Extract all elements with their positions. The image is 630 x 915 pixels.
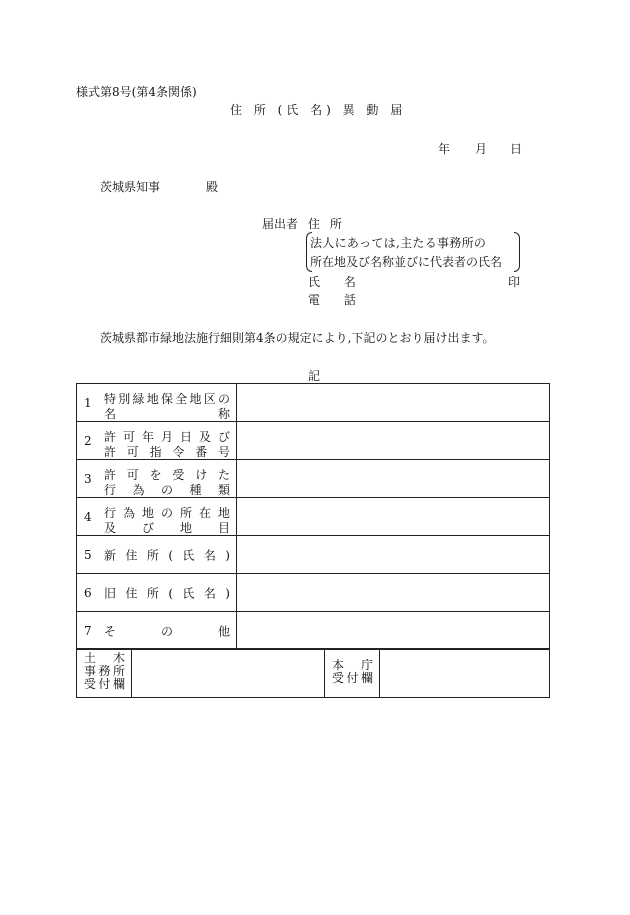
site-location-field[interactable] xyxy=(237,498,550,536)
office-reception-line3: 受付欄 xyxy=(84,677,125,691)
permit-date-number-field[interactable] xyxy=(237,422,550,460)
row-label: 新住所(氏名) xyxy=(104,548,230,562)
detail-table xyxy=(76,383,550,650)
row-number: 7 xyxy=(84,623,92,638)
ki-heading: 記 xyxy=(308,369,321,383)
table-row xyxy=(77,574,550,612)
table-row xyxy=(77,422,550,460)
row-label-line1: 特別緑地保全地区の xyxy=(104,392,230,406)
corporate-note-bracket xyxy=(306,232,520,272)
table-row xyxy=(77,460,550,498)
date-month: 月 xyxy=(475,142,488,156)
row-label-line2: 名称 xyxy=(104,407,230,421)
row-number: 3 xyxy=(84,471,92,486)
row-label-line1: 行為地の所在地 xyxy=(104,506,230,520)
table-row xyxy=(77,612,550,650)
row-number: 5 xyxy=(84,547,92,562)
row-number: 1 xyxy=(84,395,92,410)
row-label: その他 xyxy=(104,624,230,638)
row-number: 4 xyxy=(84,509,92,524)
seal-mark: 印 xyxy=(508,275,521,289)
old-address-field[interactable] xyxy=(237,574,550,612)
corporate-note-line2: 所在地及び名称並びに代表者の氏名 xyxy=(310,255,503,269)
row-label-line1: 許可を受けた xyxy=(104,468,230,482)
row-number: 2 xyxy=(84,433,92,448)
notifier-address-label: 住 所 xyxy=(308,217,345,231)
addressee-name: 茨城県知事 xyxy=(100,180,161,194)
office-reception-label xyxy=(77,649,131,691)
row-label-line2: 許可指令番号 xyxy=(104,445,230,459)
row-label-line2: 行為の種類 xyxy=(104,483,230,497)
hq-reception-field[interactable] xyxy=(380,649,550,698)
date-year: 年 xyxy=(438,142,451,156)
hq-reception-line2: 受付欄 xyxy=(332,671,373,685)
corporate-note-line1: 法人にあっては,主たる事務所の xyxy=(310,236,487,250)
row-label-line1: 許可年月日及び xyxy=(104,430,230,444)
form-title: 住 所 (氏 名) 異 動 届 xyxy=(230,103,407,117)
green-zone-name-field[interactable] xyxy=(237,384,550,422)
table-row xyxy=(77,536,550,574)
hq-reception-line1: 本庁 xyxy=(332,658,373,672)
other-field[interactable] xyxy=(237,612,550,650)
office-reception-field[interactable] xyxy=(132,649,325,698)
statement-text: 茨城県都市緑地法施行細則第4条の規定により,下記のとおり届け出ます。 xyxy=(100,331,495,345)
table-row xyxy=(77,498,550,536)
table-row xyxy=(77,384,550,422)
notifier-label: 届出者 xyxy=(262,217,299,231)
notifier-name-label: 氏 名 xyxy=(308,275,366,289)
office-reception-line1: 土木 xyxy=(84,651,125,665)
row-number: 6 xyxy=(84,585,92,600)
new-address-field[interactable] xyxy=(237,536,550,574)
form-number: 様式第8号(第4条関係) xyxy=(76,85,197,99)
permitted-act-type-field[interactable] xyxy=(237,460,550,498)
notifier-phone-label: 電 話 xyxy=(308,293,366,307)
addressee-honorific: 殿 xyxy=(206,180,219,194)
hq-reception-label xyxy=(325,649,379,685)
reception-table xyxy=(76,648,550,698)
office-reception-line2: 事務所 xyxy=(84,664,125,678)
row-label: 旧住所(氏名) xyxy=(104,586,230,600)
row-label-line2: 及び地目 xyxy=(104,521,230,535)
date-day: 日 xyxy=(510,142,523,156)
